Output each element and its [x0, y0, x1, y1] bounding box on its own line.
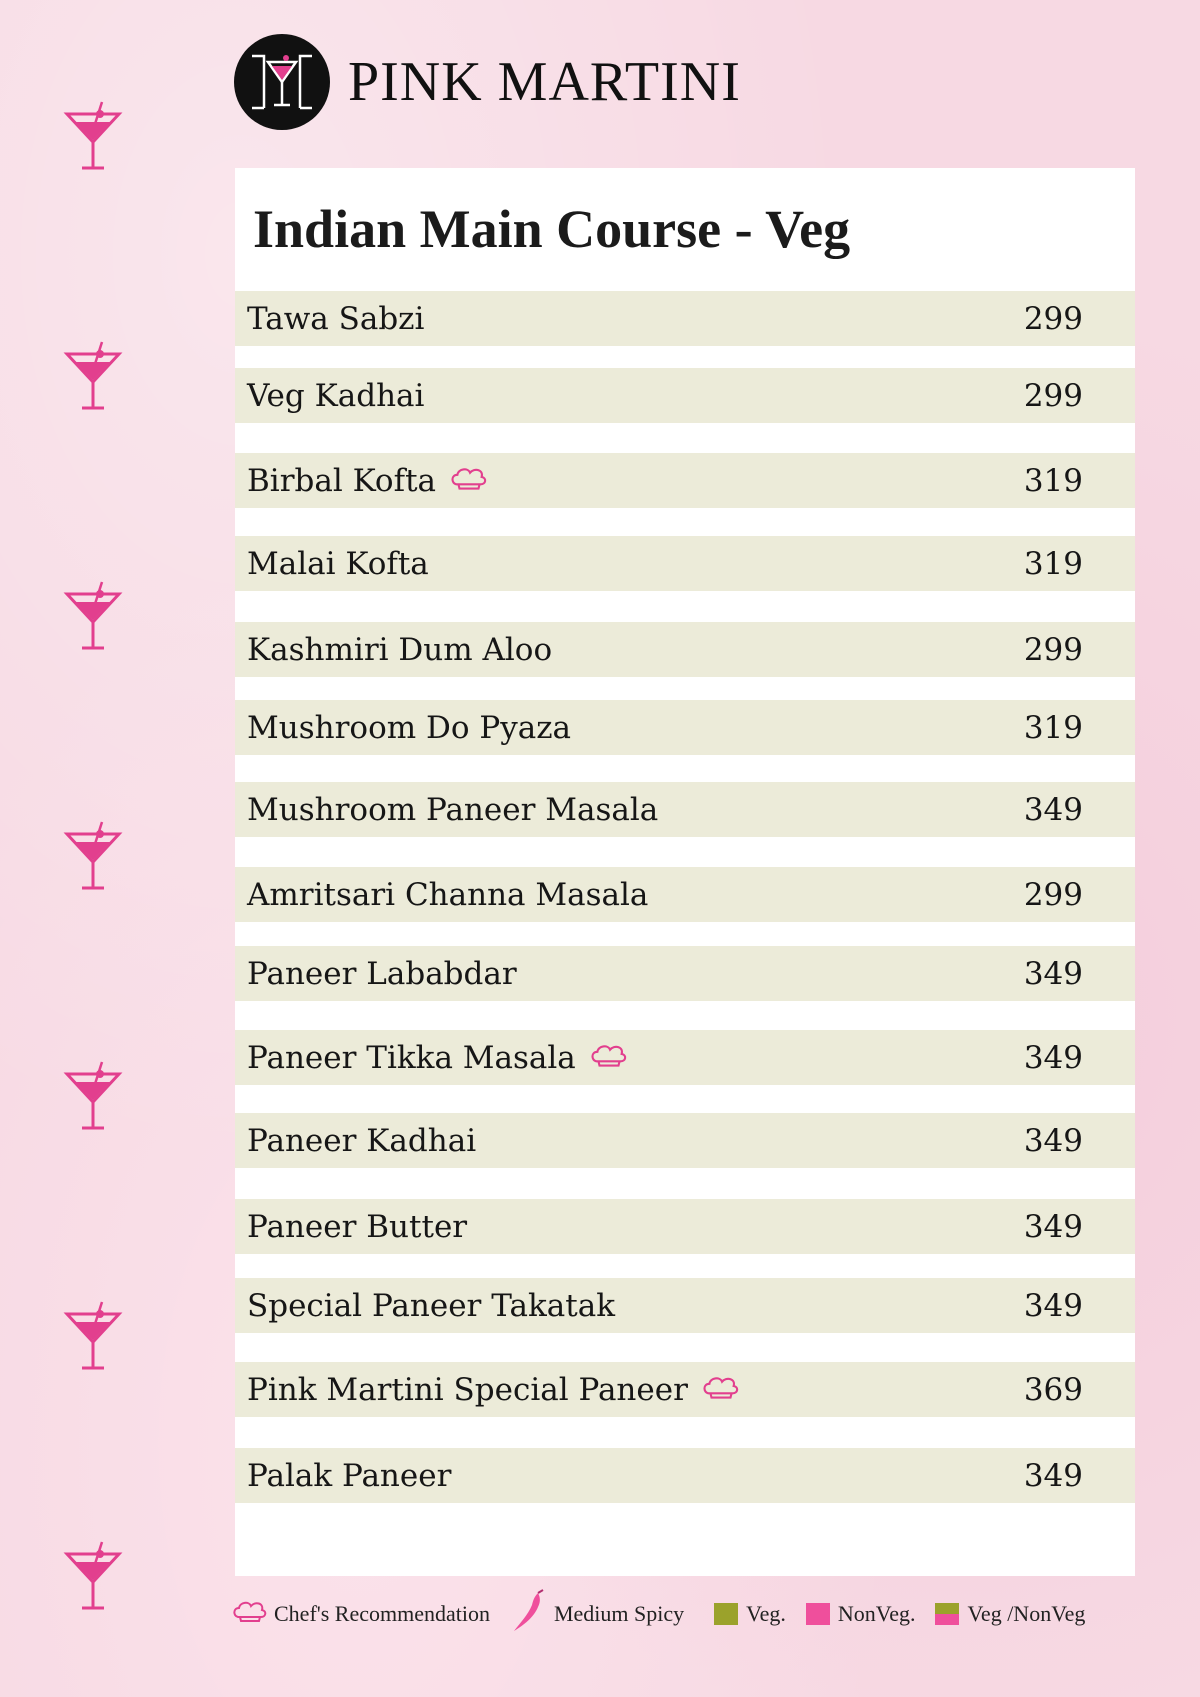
martini-glass-icon — [62, 1540, 124, 1612]
menu-item-label: Mushroom Do Pyaza — [247, 709, 572, 746]
menu-item-label: Pink Martini Special Paneer — [247, 1371, 688, 1408]
menu-item-label: Paneer Lababdar — [247, 955, 517, 992]
menu-item-name — [247, 956, 517, 992]
menu-row — [235, 1362, 1135, 1417]
menu-card — [235, 168, 1135, 1576]
menu-item-price: 349 — [1023, 1122, 1083, 1159]
menu-item-label: Kashmiri Dum Aloo — [247, 631, 553, 668]
martini-glass-icon — [62, 580, 124, 652]
menu-row — [235, 1278, 1135, 1333]
menu-row — [235, 1113, 1135, 1168]
legend-nonveg — [806, 1601, 916, 1627]
legend-nonveg-label: NonVeg. — [837, 1601, 916, 1626]
chef-hat-icon — [702, 1372, 740, 1408]
martini-glass-icon — [62, 820, 124, 892]
legend-vegnonveg-label: Veg /NonVeg — [967, 1601, 1086, 1626]
legend-chef-label: Chef's Recommendation — [274, 1601, 490, 1626]
martini-glass-icon — [62, 1300, 124, 1372]
menu-item-price: 299 — [1023, 631, 1083, 668]
menu-item-label: Mushroom Paneer Masala — [247, 791, 659, 828]
menu-row — [235, 368, 1135, 423]
menu-item-price: 299 — [1023, 377, 1083, 414]
menu-row — [235, 1030, 1135, 1085]
legend-vegnonveg — [935, 1601, 1085, 1627]
chef-hat-icon — [232, 1599, 268, 1629]
section-title: Indian Main Course - Veg — [253, 199, 851, 259]
menu-row — [235, 1199, 1135, 1254]
menu-item-price: 349 — [1023, 955, 1083, 992]
menu-item-name — [247, 877, 648, 913]
menu-row — [235, 782, 1135, 837]
martini-glass-icon — [62, 340, 124, 412]
nonveg-swatch — [806, 1603, 830, 1625]
menu-item-label: Paneer Kadhai — [247, 1122, 477, 1159]
menu-row — [235, 291, 1135, 346]
legend — [232, 1592, 1137, 1636]
chef-hat-icon — [590, 1040, 628, 1076]
menu-row — [235, 622, 1135, 677]
menu-item-label: Veg Kadhai — [247, 377, 425, 414]
menu-item-price: 369 — [1023, 1371, 1083, 1408]
menu-item-name — [247, 463, 488, 499]
menu-item-name — [247, 710, 571, 746]
menu-item-label: Palak Paneer — [247, 1457, 452, 1494]
brand-name: PINK MARTINI — [348, 51, 741, 113]
menu-row — [235, 946, 1135, 1001]
menu-item-name — [247, 378, 424, 414]
menu-row — [235, 700, 1135, 755]
legend-spicy-label: Medium Spicy — [553, 1601, 685, 1626]
menu-item-price: 319 — [1023, 462, 1083, 499]
chili-icon — [510, 1589, 546, 1639]
menu-item-price: 349 — [1023, 791, 1083, 828]
menu-item-price: 349 — [1023, 1208, 1083, 1245]
menu-item-label: Tawa Sabzi — [247, 300, 425, 337]
martini-logo-icon — [234, 34, 330, 130]
menu-item-label: Birbal Kofta — [247, 462, 437, 499]
menu-item-label: Paneer Tikka Masala — [247, 1039, 576, 1076]
menu-item-name — [247, 1209, 467, 1245]
vegnonveg-swatch — [935, 1603, 959, 1625]
menu-item-name — [247, 1123, 476, 1159]
menu-item-price: 299 — [1023, 300, 1083, 337]
menu-item-name — [247, 301, 424, 337]
legend-chef — [232, 1599, 490, 1629]
legend-veg-label: Veg. — [746, 1601, 786, 1626]
martini-glass-icon — [62, 1060, 124, 1132]
menu-item-name — [247, 546, 429, 582]
menu-item-label: Paneer Butter — [247, 1208, 468, 1245]
menu-item-label: Special Paneer Takatak — [247, 1287, 615, 1324]
menu-item-name — [247, 1458, 451, 1494]
menu-item-name — [247, 1288, 615, 1324]
menu-item-name — [247, 632, 552, 668]
menu-row — [235, 1448, 1135, 1503]
menu-item-price: 299 — [1023, 876, 1083, 913]
menu-item-label: Amritsari Channa Masala — [247, 876, 649, 913]
legend-veg — [714, 1601, 786, 1627]
menu-item-name — [247, 1040, 628, 1076]
menu-item-price: 349 — [1023, 1039, 1083, 1076]
menu-item-name — [247, 1372, 740, 1408]
chef-hat-icon — [450, 463, 488, 499]
brand-logo — [234, 34, 741, 130]
legend-spicy — [510, 1589, 684, 1639]
menu-row — [235, 453, 1135, 508]
menu-item-price: 349 — [1023, 1287, 1083, 1324]
menu-item-label: Malai Kofta — [247, 545, 429, 582]
menu-item-name — [247, 792, 658, 828]
menu-row — [235, 867, 1135, 922]
menu-item-price: 319 — [1023, 709, 1083, 746]
martini-glass-icon — [62, 100, 124, 172]
menu-item-price: 319 — [1023, 545, 1083, 582]
veg-swatch — [714, 1603, 738, 1625]
menu-row — [235, 536, 1135, 591]
menu-item-price: 349 — [1023, 1457, 1083, 1494]
